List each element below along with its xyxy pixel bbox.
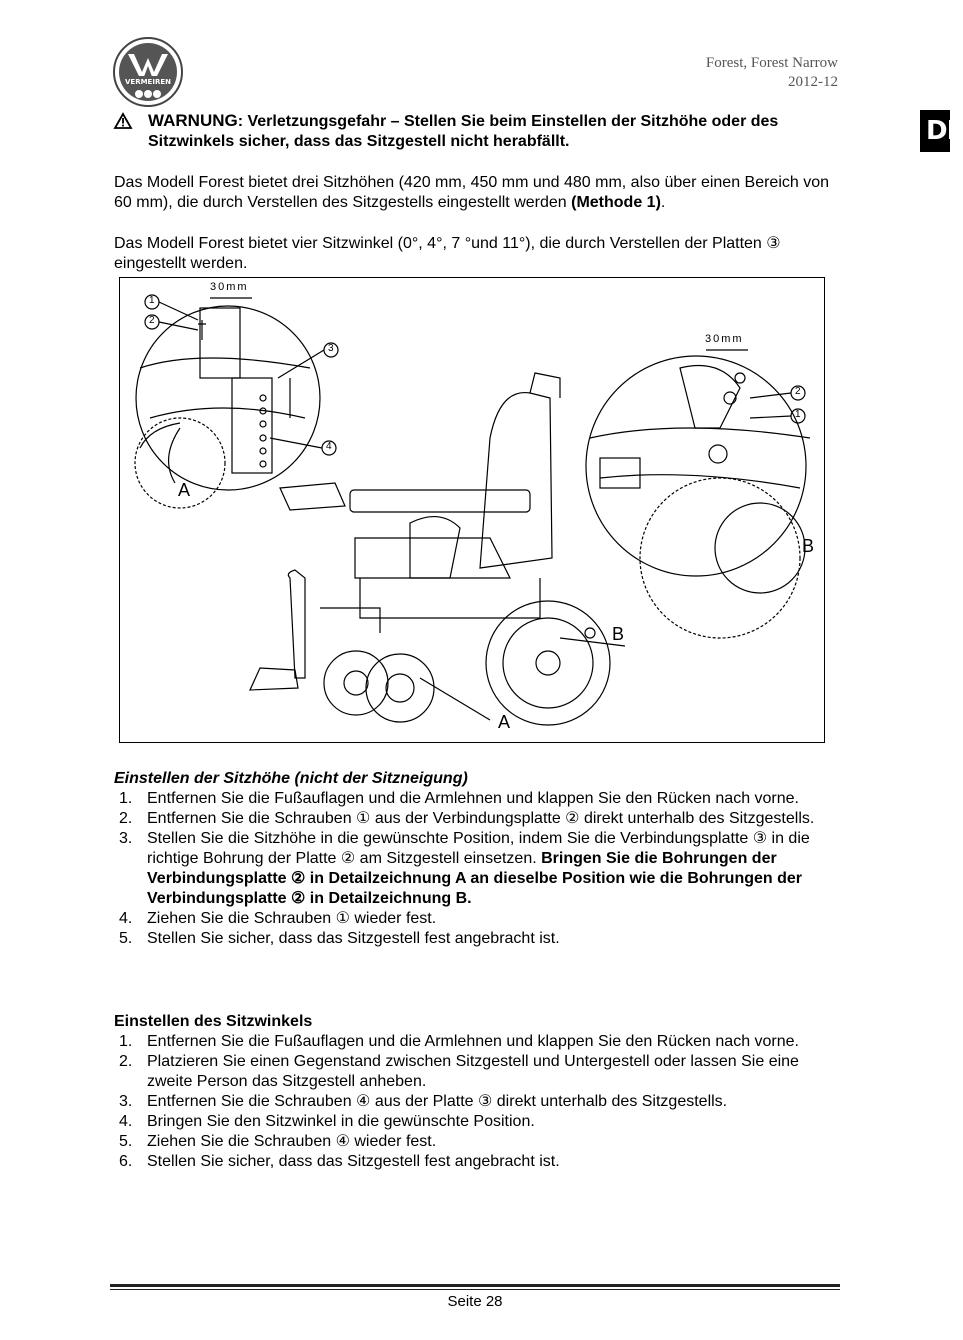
- method-reference: (Methode 1): [571, 194, 661, 211]
- seat-height-steps: [114, 789, 834, 949]
- list-item: 1. Entfernen Sie die Fußauflagen und die Armlehnen und klappen Sie den Rücken nach vorne.: [119, 1033, 799, 1050]
- seat-adjustment-figure: [119, 277, 825, 743]
- warning-triangle-icon: [114, 113, 132, 129]
- callout-b-1: 1: [795, 409, 801, 420]
- callout-a-2: 2: [149, 315, 155, 326]
- wheelchair-illustration: [120, 278, 824, 742]
- model-name: Forest, Forest Narrow: [705, 55, 838, 71]
- callout-a-1: 1: [149, 295, 155, 306]
- logo-text: VERMEIREN: [125, 78, 171, 86]
- list-item: 5. Stellen Sie sicher, dass das Sitzgestell fest angebracht ist.: [119, 930, 560, 947]
- detail-a-circle: [136, 306, 320, 490]
- list-item: 2. Entfernen Sie die Schrauben ① aus der Verbindungsplatte ② direkt unterhalb des Sitzgestells.: [119, 810, 815, 827]
- intro-paragraph-1: [114, 173, 834, 213]
- footer-divider: [110, 1284, 840, 1287]
- callout-a-3: 3: [328, 343, 334, 354]
- section-seat-angle: [114, 1012, 834, 1172]
- intro-p1-text: Das Modell Forest bietet drei Sitzhöhen (420 mm, 450 mm und 480 mm, also über einen Bereich von 60 mm), die durch Verstellen des Sitzgestells eingestellt werden: [114, 174, 830, 211]
- list-item: 3. Entfernen Sie die Schrauben ④ aus der Platte ③ direkt unterhalb des Sitzgestells.: [119, 1093, 728, 1110]
- list-item: 1. Entfernen Sie die Fußauflagen und die Armlehnen und klappen Sie den Rücken nach vorne.: [119, 790, 799, 807]
- detail-label-a: A: [178, 480, 191, 500]
- warning-block: [112, 111, 832, 152]
- list-item: 3. Stellen Sie die Sitzhöhe in die gewünschte Position, indem Sie die Verbindungsplatte ③ in die richtige Bohrung der Platte ② am Sitzgestell einsetzen. Bringen Sie die Bohrungen der Verbindungsplatte ② in Detailzeichnung A an dieselbe Position wie die Bohrungen der Verbindungsplatte ② in Detailzeichnung B.: [119, 830, 810, 907]
- list-item: 2. Platzieren Sie einen Gegenstand zwischen Sitzgestell und Untergestell oder lassen Sie eine zweite Person das Sitzgestell anheben.: [119, 1053, 799, 1090]
- section-seat-height: [114, 769, 834, 949]
- list-item: 6. Stellen Sie sicher, dass das Sitzgestell fest angebracht ist.: [119, 1153, 560, 1170]
- list-item: 4. Ziehen Sie die Schrauben ① wieder fest.: [119, 910, 437, 927]
- list-item: 4. Bringen Sie den Sitzwinkel in die gewünschte Position.: [119, 1113, 535, 1130]
- main-label-b: B: [612, 624, 625, 644]
- warning-body: : Verletzungsgefahr – Stellen Sie beim Einstellen der Sitzhöhe oder des Sitzwinkels sicher, dass das Sitzgestell nicht herabfällt.: [148, 113, 779, 150]
- section-title-seat-angle: Einstellen des Sitzwinkels: [114, 1013, 313, 1030]
- list-item: 5. Ziehen Sie die Schrauben ④ wieder fest.: [119, 1133, 437, 1150]
- main-label-a: A: [498, 712, 511, 732]
- intro-p1-end: .: [660, 194, 666, 211]
- page-number: Seite 28: [447, 1293, 503, 1310]
- revision-date: 2012-12: [788, 74, 838, 90]
- detail-label-b: B: [802, 536, 815, 556]
- warning-text: [148, 111, 832, 152]
- intro-paragraph-2: Das Modell Forest bietet vier Sitzwinkel (0°, 4°, 7 °und 11°), die durch Verstellen der Platten ③ eingestellt werden.: [114, 235, 781, 272]
- warning-label: WARNUNG: [148, 111, 238, 130]
- footer-divider-thin: [110, 1289, 840, 1290]
- dimension-label-b: 30mm: [705, 333, 744, 345]
- callout-b-2: 2: [795, 386, 801, 397]
- vermeiren-logo: [112, 36, 184, 108]
- dimension-label-a: 30mm: [210, 281, 249, 293]
- detail-b-circle: [586, 356, 806, 576]
- language-tab: DE: [920, 110, 950, 152]
- callout-a-4: 4: [326, 441, 332, 452]
- section-title-seat-height: Einstellen der Sitzhöhe (nicht der Sitzneigung): [114, 770, 468, 787]
- document-header: [706, 54, 838, 92]
- seat-angle-steps: [114, 1032, 834, 1172]
